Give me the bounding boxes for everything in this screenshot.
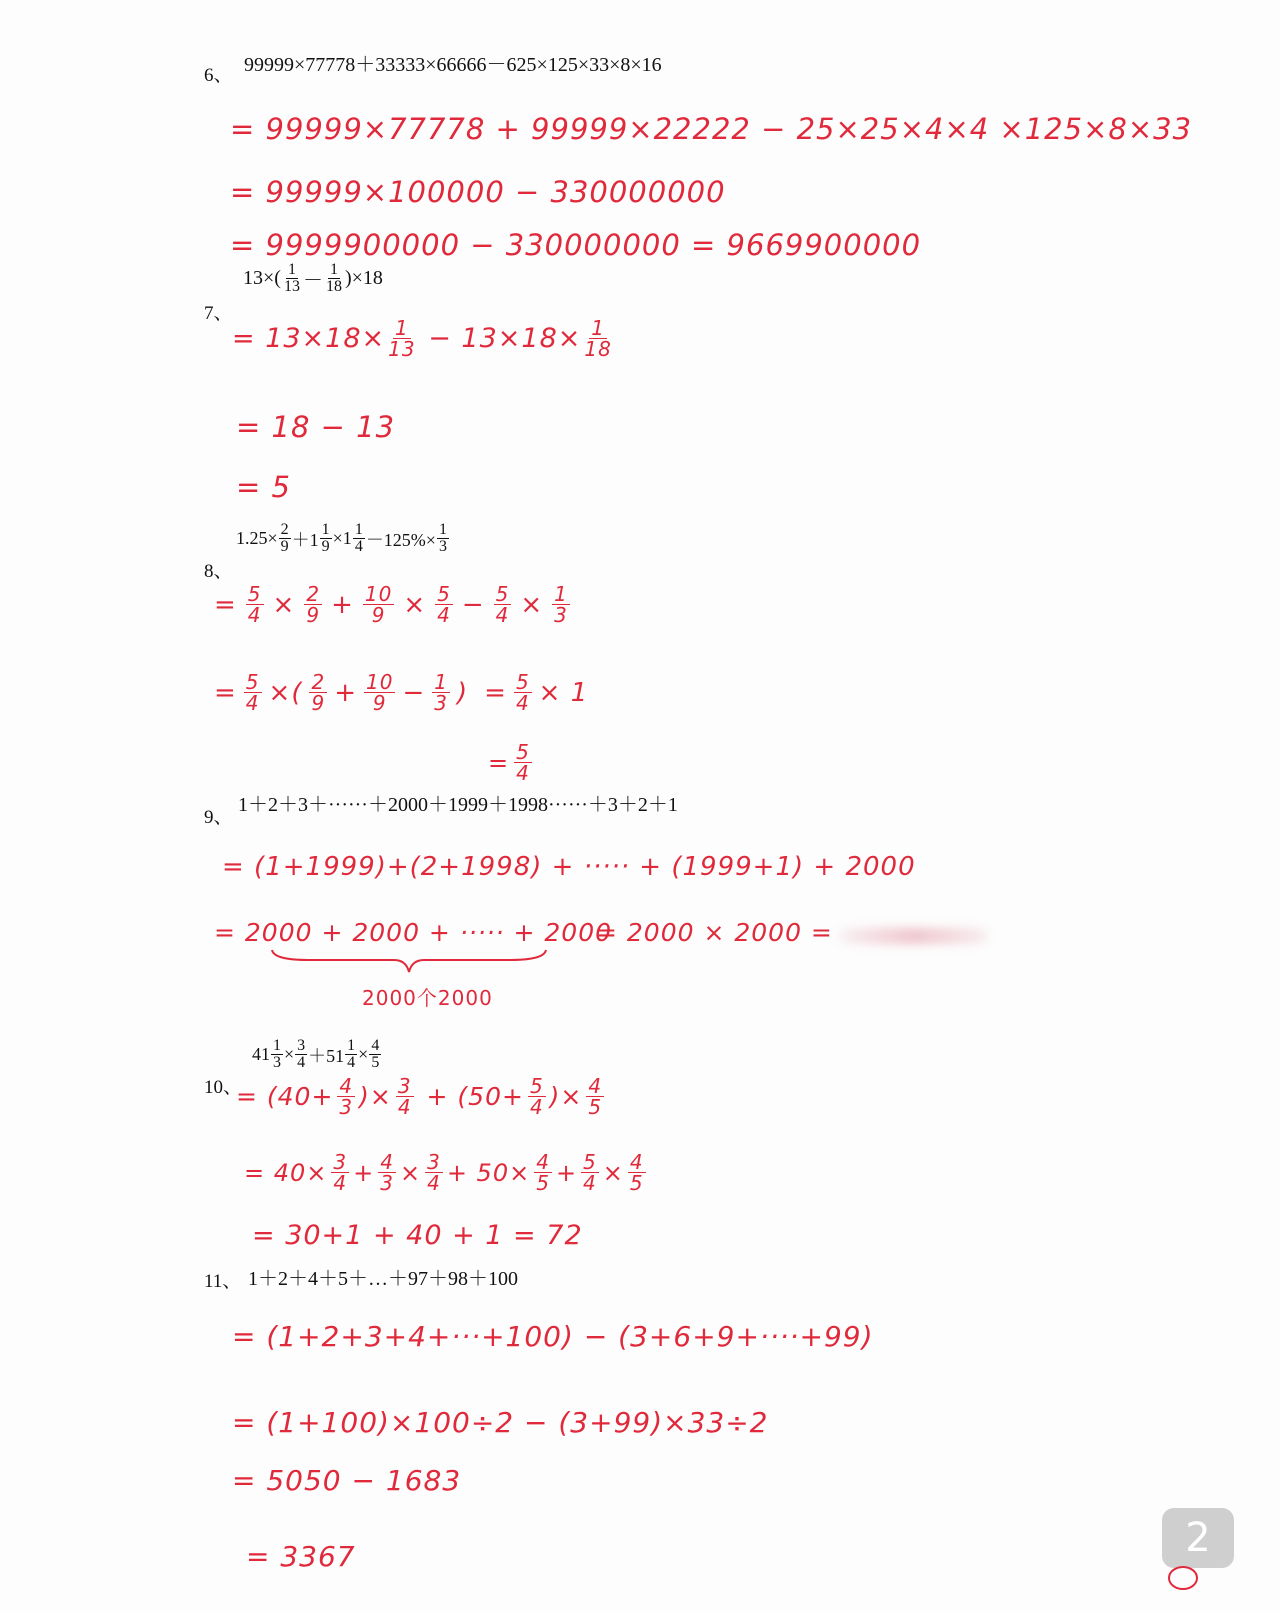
problem-9-step-1: = (1+1999)+(2+1998) + ····· + (1999+1) + 2000 — [222, 852, 916, 882]
problem-6-step-2: = 99999×100000 − 330000000 — [230, 175, 726, 209]
problem-11-step-1: = (1+2+3+4+···+100) − (3+6+9+····+99) — [232, 1320, 874, 1353]
circled-page-mark-icon — [1166, 1563, 1200, 1593]
underbrace-note: 2000个2000 — [362, 986, 493, 1010]
problem-6-step-3: = 9999900000 − 330000000 = 9669900000 — [230, 228, 922, 262]
problem-6-question: 99999×77778＋33333×66666－625×125×33×8×16 — [244, 54, 662, 76]
redacted-answer — [838, 928, 988, 944]
problem-10-step-2: = 40× $\frac{3}{4}$ + $\frac{4}{3}$ × $\frac{3}{4}$ + 50× $\frac{4}{5}$ + $\frac{5}{4}$ × $\frac{4}{5}$ — [244, 1150, 644, 1196]
problem-6-number: 6、 — [204, 65, 233, 86]
problem-8-step-1: = $\frac{5}{4}$ × $\frac{2}{9}$ + $\frac{10}{9}$ × $\frac{5}{4}$ − $\frac{5}{4}$ × $\frac{1}{3}$ — [214, 582, 568, 628]
problem-9-number: 9、 — [204, 807, 233, 828]
problem-11-step-3: = 5050 − 1683 — [232, 1464, 462, 1497]
problem-11-step-4: = 3367 — [246, 1540, 356, 1573]
problem-10-question: 41 $\frac{1}{3}$ × $\frac{3}{4}$ ＋51 $\frac{1}{4}$ × $\frac{4}{5}$ — [252, 1037, 380, 1072]
problem-9-step-2a: = 2000 + 2000 + ····· + 2000 — [214, 918, 613, 947]
problem-7-step-2: = 18 − 13 — [236, 410, 396, 444]
problem-8-step-3: = $\frac{5}{4}$ — [488, 740, 530, 786]
problem-7-step-3: = 5 — [236, 470, 291, 504]
problem-9-question: 1＋2＋3＋······＋2000＋1999＋1998······＋3＋2＋1 — [238, 794, 678, 816]
problem-7-number: 7、 — [204, 303, 233, 324]
fraction: $\frac{1}{13}$ — [283, 261, 300, 296]
problem-10-step-3: = 30+1 + 40 + 1 = 72 — [252, 1220, 583, 1251]
problem-10-number: 10、 — [204, 1077, 243, 1098]
problem-8-question: 1.25× $\frac{2}{9}$ ＋1 $\frac{1}{9}$ ×1 $\frac{1}{4}$ －125%× $\frac{1}{3}$ — [236, 521, 447, 556]
problem-11-question: 1＋2＋4＋5＋…＋97＋98＋100 — [248, 1268, 518, 1290]
problem-11-step-2: = (1+100)×100÷2 − (3+99)×33÷2 — [232, 1406, 769, 1439]
problem-9-step-2b: = 2000 × 2000 = — [596, 918, 833, 947]
problem-7-step-1: = 13×18× $\frac{1}{13}$ − 13×18× $\frac{1}{18}$ — [232, 316, 612, 362]
problem-6-step-1: = 99999×77778 + 99999×22222 − 25×25×4×4 ×125×8×33 — [230, 112, 1193, 146]
problem-10-step-1: = (40+ $\frac{4}{3}$ )× $\frac{3}{4}$ + (50+ $\frac{5}{4}$ )× $\frac{4}{5}$ — [236, 1074, 603, 1120]
problem-8-number: 8、 — [204, 561, 233, 582]
problem-8-step-2: = $\frac{5}{4}$ ×( $\frac{2}{9}$ + $\frac{10}{9}$ − $\frac{1}{3}$ ) = $\frac{5}{4}$ × 1 — [214, 670, 589, 716]
page-number-badge: 2 — [1162, 1508, 1234, 1568]
problem-7-question: 13×( $\frac{1}{13}$ － $\frac{1}{18}$ )×18 — [243, 261, 383, 296]
fraction: $\frac{1}{13}$ — [388, 316, 416, 362]
underbrace — [268, 946, 550, 976]
problem-11-number: 11、 — [204, 1271, 242, 1292]
fraction: $\frac{1}{18}$ — [325, 261, 342, 296]
fraction: $\frac{1}{18}$ — [584, 316, 612, 362]
